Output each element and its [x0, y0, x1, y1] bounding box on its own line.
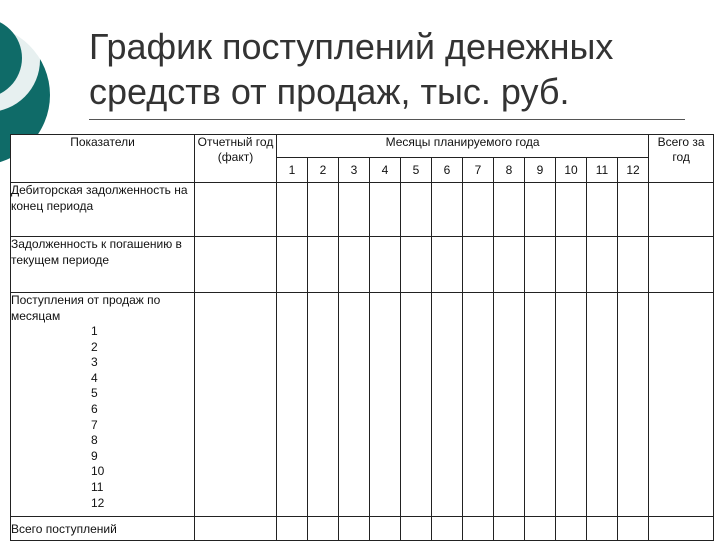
cell — [649, 517, 714, 541]
title-line-2: средств от продаж, тыс. руб. — [89, 71, 570, 112]
header-month-1: 1 — [277, 158, 308, 183]
cell — [308, 183, 339, 237]
row-label-total-receipts: Всего поступлений — [11, 517, 195, 541]
row-sales-receipts — [11, 293, 714, 517]
cell — [195, 517, 277, 541]
cell — [370, 293, 401, 517]
header-month-6: 6 — [432, 158, 463, 183]
sales-month-6: 6 — [91, 401, 98, 416]
header-month-7: 7 — [463, 158, 494, 183]
header-total-year: Всего за год — [649, 135, 714, 183]
cell — [494, 293, 525, 517]
cell — [494, 237, 525, 293]
cell — [195, 183, 277, 237]
header-month-3: 3 — [339, 158, 370, 183]
cell — [587, 517, 618, 541]
cell — [195, 293, 277, 517]
sales-month-7: 7 — [91, 417, 98, 432]
cell — [463, 237, 494, 293]
cell — [308, 293, 339, 517]
cell — [525, 293, 556, 517]
cell — [463, 183, 494, 237]
cash-receipts-table-container — [10, 134, 713, 540]
title-line-1: График поступлений денежных — [89, 26, 614, 67]
cell — [556, 293, 587, 517]
cell — [432, 517, 463, 541]
header-month-10: 10 — [556, 158, 587, 183]
header-reported-year: Отчетный год (факт) — [195, 135, 277, 183]
header-month-2: 2 — [308, 158, 339, 183]
sales-receipts-month-list — [11, 324, 194, 511]
cell — [401, 293, 432, 517]
header-row-1 — [11, 135, 714, 158]
sales-receipts-label: Поступления от продаж по месяцам — [11, 293, 161, 323]
cell — [649, 293, 714, 517]
cell — [370, 237, 401, 293]
cell — [277, 183, 308, 237]
cell — [525, 183, 556, 237]
row-total-receipts — [11, 517, 714, 541]
title-underline — [89, 119, 685, 120]
sales-month-5: 5 — [91, 386, 98, 401]
header-month-4: 4 — [370, 158, 401, 183]
header-month-8: 8 — [494, 158, 525, 183]
cell — [339, 183, 370, 237]
header-month-5: 5 — [401, 158, 432, 183]
row-label-debt-repayment: Задолженность к погашению в текущем периоде — [11, 237, 195, 293]
cell — [339, 237, 370, 293]
sales-month-4: 4 — [91, 370, 98, 385]
cell — [463, 293, 494, 517]
cell — [339, 517, 370, 541]
cell — [463, 517, 494, 541]
sales-month-8: 8 — [91, 433, 98, 448]
cell — [587, 237, 618, 293]
cell — [494, 517, 525, 541]
cell — [401, 517, 432, 541]
sales-month-11: 11 — [91, 479, 104, 494]
cell — [432, 183, 463, 237]
row-debt-repayment — [11, 237, 714, 293]
header-month-12: 12 — [618, 158, 649, 183]
cell — [432, 237, 463, 293]
cell — [370, 183, 401, 237]
header-month-11: 11 — [587, 158, 618, 183]
cell — [649, 237, 714, 293]
cell — [649, 183, 714, 237]
cell — [556, 237, 587, 293]
cell — [370, 517, 401, 541]
cell — [277, 517, 308, 541]
cell — [308, 517, 339, 541]
cell — [587, 293, 618, 517]
page-title — [89, 24, 689, 114]
cell — [556, 183, 587, 237]
sales-month-3: 3 — [91, 355, 98, 370]
cell — [494, 183, 525, 237]
cell — [401, 183, 432, 237]
sales-month-2: 2 — [91, 339, 98, 354]
header-indicators: Показатели — [11, 135, 195, 183]
sales-month-10: 10 — [91, 464, 105, 479]
header-planned-months: Месяцы планируемого года — [277, 135, 649, 158]
row-label-sales-receipts — [11, 293, 195, 517]
cell — [525, 237, 556, 293]
row-label-receivables: Дебиторская задолженность на конец периода — [11, 183, 195, 237]
cell — [525, 517, 556, 541]
cell — [308, 237, 339, 293]
cash-receipts-table — [10, 134, 714, 541]
cell — [401, 237, 432, 293]
cell — [587, 183, 618, 237]
row-receivables — [11, 183, 714, 237]
cell — [195, 237, 277, 293]
header-month-9: 9 — [525, 158, 556, 183]
cell — [618, 237, 649, 293]
cell — [618, 517, 649, 541]
cell — [339, 293, 370, 517]
sales-month-1: 1 — [91, 324, 98, 338]
cell — [277, 293, 308, 517]
cell — [277, 237, 308, 293]
sales-month-12: 12 — [91, 495, 105, 510]
sales-month-9: 9 — [91, 448, 98, 463]
cell — [432, 293, 463, 517]
cell — [618, 183, 649, 237]
cell — [618, 293, 649, 517]
cell — [556, 517, 587, 541]
